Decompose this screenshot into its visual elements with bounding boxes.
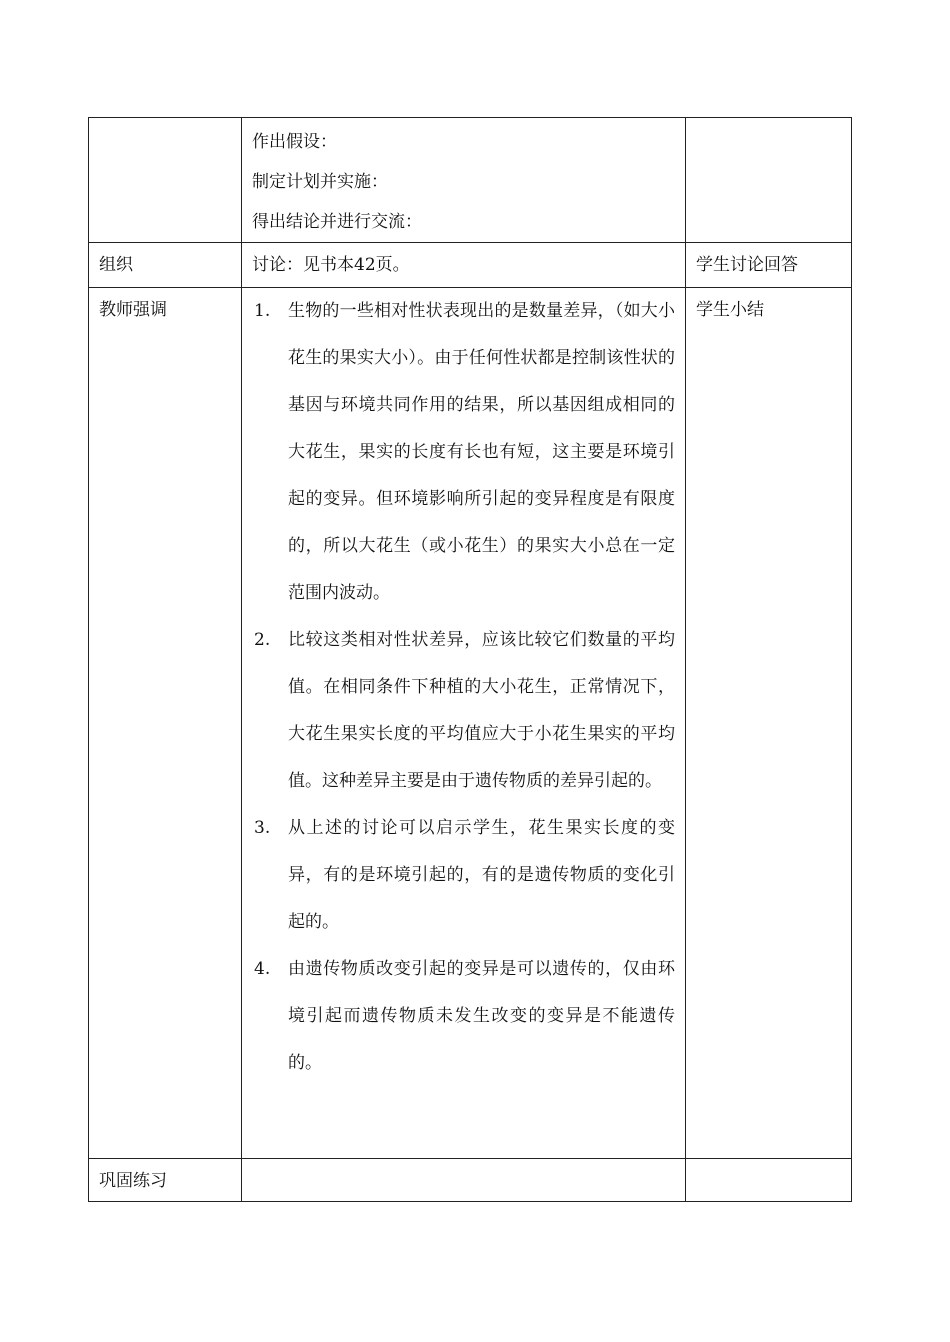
item-text: 从上述的讨论可以启示学生，花生果实长度的变异，有的是环境引起的，有的是遗传物质的变化引起的。 — [288, 818, 675, 932]
table-row — [89, 1159, 852, 1202]
item-number: 4. — [254, 959, 271, 979]
row3-label-cell — [89, 288, 242, 1159]
emphasis-list — [252, 288, 677, 1087]
table-row — [89, 118, 852, 243]
list-item — [252, 617, 677, 805]
row-label: 教师强调 — [99, 300, 167, 320]
row2-student-cell — [686, 243, 852, 288]
list-item — [252, 946, 677, 1087]
row4-student-cell — [686, 1159, 852, 1202]
lesson-plan-table — [88, 117, 852, 1202]
row3-student-cell — [686, 288, 852, 1159]
table-row — [89, 288, 852, 1159]
row-label: 巩固练习 — [99, 1171, 167, 1191]
list-item — [252, 805, 677, 946]
conclusion-line: 得出结论并进行交流： — [252, 212, 422, 232]
item-text: 生物的一些相对性状表现出的是数量差异，（如大小花生的果实大小）。由于任何性状都是控制该性状的基因与环境共同作用的结果，所以基因组成相同的大花生，果实的长度有长也有短，这主要是环境引起的变异。但环境影响所引起的变异程度是有限度的，所以大花生（或小花生）的果实大小总在一定范围内波动。 — [288, 301, 675, 603]
plan-line: 制定计划并实施： — [252, 172, 388, 192]
row3-content-cell — [242, 288, 686, 1159]
item-number: 1. — [254, 301, 271, 321]
row1-content-cell — [242, 118, 686, 243]
row4-label-cell — [89, 1159, 242, 1202]
item-text: 比较这类相对性状差异，应该比较它们数量的平均值。在相同条件下种植的大小花生，正常情况下，大花生果实长度的平均值应大于小花生果实的平均值。这种差异主要是由于遗传物质的差异引起的。 — [288, 630, 675, 791]
row2-label-cell — [89, 243, 242, 288]
row1-student-cell — [686, 118, 852, 243]
row2-content-cell — [242, 243, 686, 288]
student-activity: 学生讨论回答 — [696, 255, 798, 275]
row4-content-cell — [242, 1159, 686, 1202]
item-number: 2. — [254, 630, 271, 650]
row-label: 组织 — [99, 255, 133, 275]
table-row — [89, 243, 852, 288]
list-item — [252, 288, 677, 617]
hypothesis-line: 作出假设： — [252, 132, 337, 152]
row1-label-cell — [89, 118, 242, 243]
discussion-text: 讨论：见书本42页。 — [252, 255, 410, 275]
student-activity: 学生小结 — [696, 300, 764, 320]
item-number: 3. — [254, 818, 271, 838]
item-text: 由遗传物质改变引起的变异是可以遗传的，仅由环境引起而遗传物质未发生改变的变异是不能遗传的。 — [288, 959, 675, 1073]
